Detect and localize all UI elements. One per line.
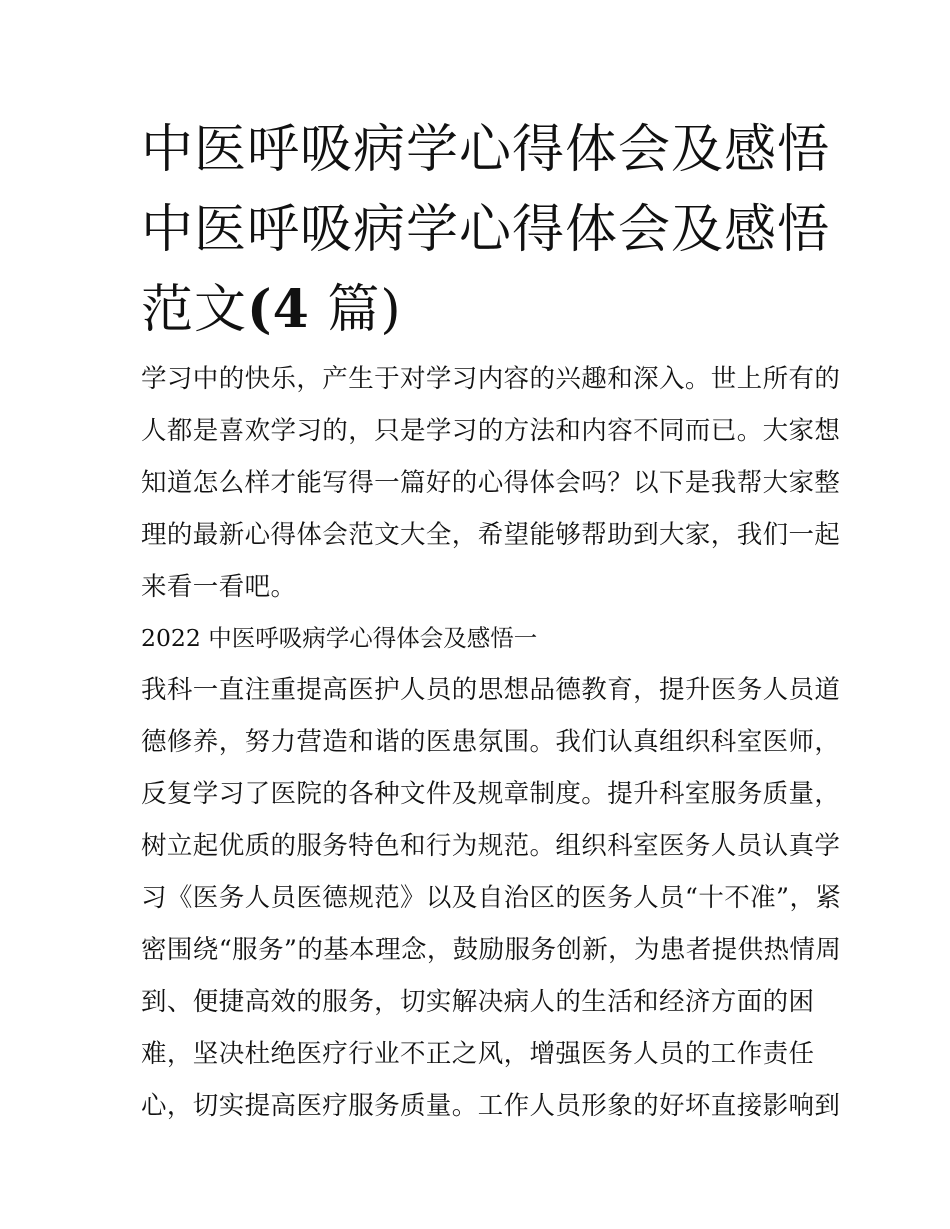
intro-line: 知道怎么样才能写得一篇好的心得体会吗？以下是我帮大家整 <box>141 468 841 498</box>
intro-line: 理的最新心得体会范文大全，希望能够帮助到大家，我们一起 <box>141 520 841 550</box>
section-line: 心，切实提高医疗服务质量。工作人员形象的好坏直接影响到 <box>141 1091 841 1121</box>
section-line: 难，坚决杜绝医疗行业不正之风，增强医务人员的工作责任 <box>141 1039 815 1069</box>
intro-paragraph <box>141 353 841 613</box>
section-heading: 2022 中医呼吸病学心得体会及感悟一 <box>141 624 538 652</box>
section-line: 我科一直注重提高医护人员的思想品德教育，提升医务人员道 <box>141 675 841 705</box>
section-line: 到、便捷高效的服务，切实解决病人的生活和经济方面的困 <box>141 987 815 1017</box>
section-1 <box>141 612 842 1132</box>
title-line-2: 中医呼吸病学心得体会及感悟 <box>141 200 831 260</box>
section-line: 德修养，努力营造和谐的医患氛围。我们认真组织科室医师， <box>141 727 841 757</box>
section-line: 树立起优质的服务特色和行为规范。组织科室医务人员认真学 <box>141 831 841 861</box>
title-line-3: 范文(4 篇) <box>141 279 402 340</box>
intro-line: 来看一看吧。 <box>141 572 297 602</box>
section-line: 习《医务人员医德规范》以及自治区的医务人员“十不准”，紧 <box>141 883 842 913</box>
title-line-1: 中医呼吸病学心得体会及感悟 <box>141 120 831 180</box>
intro-line: 人都是喜欢学习的，只是学习的方法和内容不同而已。大家想 <box>141 416 841 446</box>
intro-line: 学习中的快乐，产生于对学习内容的兴趣和深入。世上所有的 <box>141 364 841 394</box>
document-title <box>141 110 831 350</box>
section-line: 反复学习了医院的各种文件及规章制度。提升科室服务质量， <box>141 779 841 809</box>
section-line: 密围绕“服务”的基本理念，鼓励服务创新，为患者提供热情周 <box>141 935 842 965</box>
